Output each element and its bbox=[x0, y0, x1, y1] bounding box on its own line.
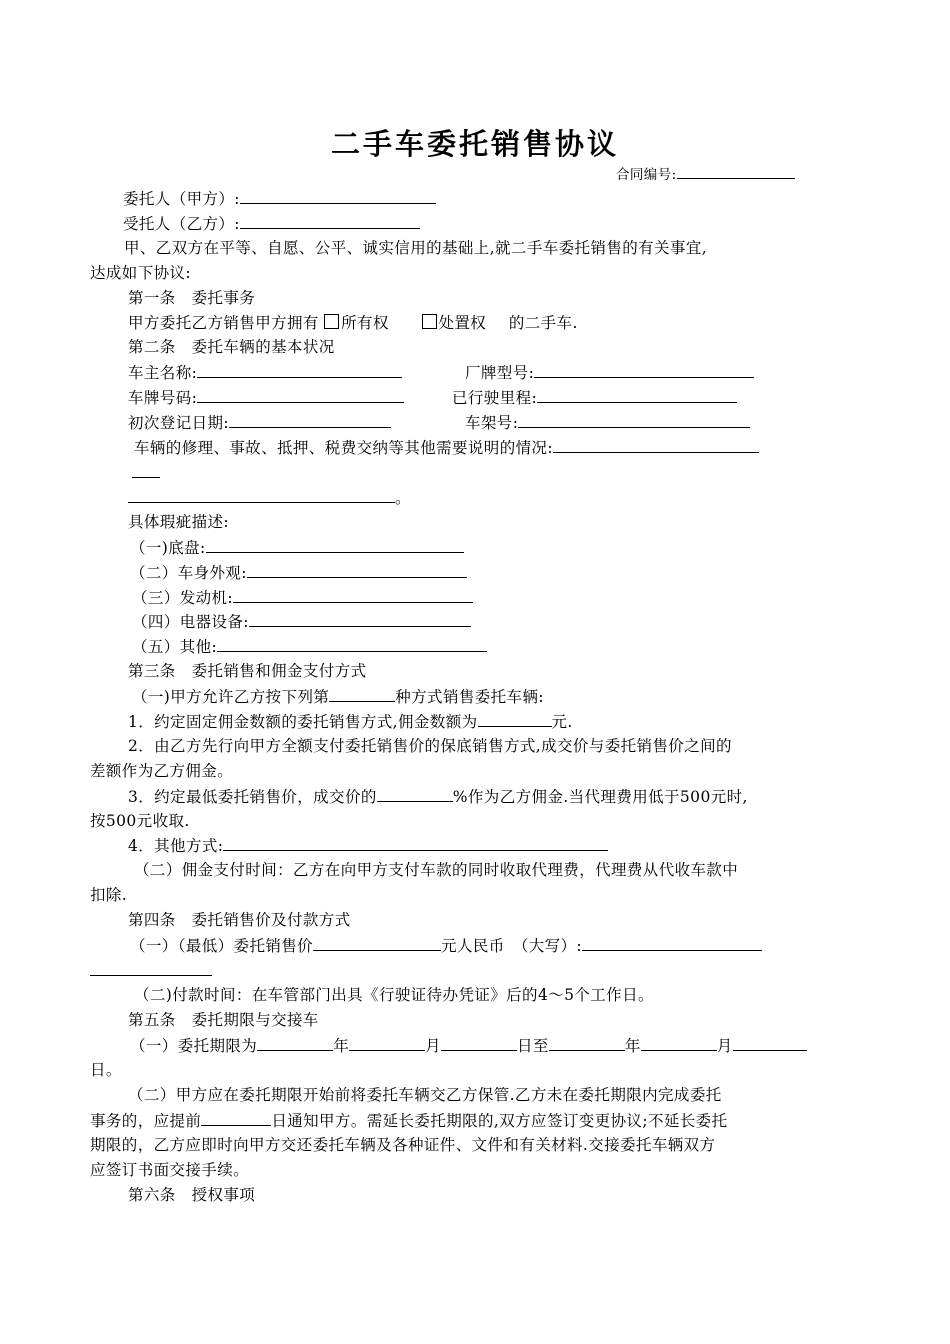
vin-blank[interactable] bbox=[518, 412, 750, 428]
defect-engine-blank[interactable] bbox=[233, 587, 473, 603]
mileage-row bbox=[452, 387, 737, 408]
other-info-row bbox=[134, 437, 759, 458]
a5-handover-pre: 事务的，应提前 bbox=[90, 1112, 202, 1130]
end-day-blank[interactable] bbox=[733, 1035, 807, 1051]
a3-method-3-line-2: 按500元收取. bbox=[90, 812, 190, 830]
intro-line-1: 甲、乙双方在平等、自愿、公平、诚实信用的基础上,就二手车委托销售的有关事宜, bbox=[124, 239, 708, 257]
defect-electrical-row bbox=[132, 611, 471, 632]
month-label-2: 月 bbox=[716, 1037, 733, 1055]
model-label: 厂牌型号: bbox=[465, 364, 535, 382]
plate-blank[interactable] bbox=[197, 387, 404, 403]
end-year-blank[interactable] bbox=[549, 1035, 625, 1051]
other-info-label: 车辆的修理、事故、抵押、税费交纳等其他需要说明的情况: bbox=[134, 439, 554, 457]
contract-number-blank[interactable] bbox=[677, 163, 795, 179]
other-info-blank-2[interactable] bbox=[132, 462, 160, 478]
a3-method-1-row bbox=[128, 711, 573, 732]
start-year-blank[interactable] bbox=[257, 1035, 333, 1051]
principal-label: 委托人（甲方）: bbox=[123, 190, 240, 208]
article-2-title: 第二条 委托车辆的基本状况 bbox=[128, 338, 335, 356]
defect-body-blank[interactable] bbox=[247, 562, 467, 578]
a4-price-row-2 bbox=[90, 960, 212, 981]
a4-price-pre: （一）（最低）委托销售价 bbox=[130, 937, 314, 955]
commission-amount-blank[interactable] bbox=[478, 711, 552, 727]
article-6-title: 第六条 授权事项 bbox=[128, 1186, 256, 1204]
a5-term-end: 日。 bbox=[90, 1061, 122, 1079]
vin-label: 车架号: bbox=[465, 414, 519, 432]
plate-label: 车牌号码: bbox=[128, 389, 198, 407]
a3-method-pre: （一)甲方允许乙方按下列第 bbox=[132, 688, 330, 706]
a3-method-1-pre: 1．约定固定佣金数额的委托销售方式,佣金数额为 bbox=[128, 713, 478, 731]
a3-method-3-pre: 3．约定最低委托销售价，成交价的 bbox=[128, 788, 377, 806]
end-month-blank[interactable] bbox=[641, 1035, 717, 1051]
register-date-blank[interactable] bbox=[229, 412, 391, 428]
defect-chassis-blank[interactable] bbox=[206, 537, 464, 553]
a3-method-3-post: %作为乙方佣金.当代理费用低于500元时, bbox=[452, 788, 748, 806]
article-1-text bbox=[128, 313, 578, 333]
notice-days-blank[interactable] bbox=[201, 1110, 271, 1126]
article-5-title: 第五条 委托期限与交接车 bbox=[128, 1011, 319, 1029]
a5-handover-post: 日通知甲方。需延长委托期限的,双方应签订变更协议;不延长委托 bbox=[271, 1112, 728, 1130]
defect-other-label: （五）其他: bbox=[132, 638, 218, 656]
ownership-label: 所有权 bbox=[341, 314, 389, 332]
a4-price-mid: 元人民币 （大写）: bbox=[441, 937, 583, 955]
commission-percent-blank[interactable] bbox=[377, 786, 453, 802]
other-info-blank-3[interactable] bbox=[128, 487, 395, 503]
article-1-pre: 甲方委托乙方销售甲方拥有 bbox=[128, 314, 319, 332]
document-title: 二手车委托销售协议 bbox=[330, 127, 619, 161]
article-1-post: 的二手车. bbox=[508, 314, 578, 332]
year-label-2: 年 bbox=[624, 1037, 641, 1055]
price-number-blank[interactable] bbox=[313, 935, 441, 951]
principal-row bbox=[123, 188, 436, 209]
agent-label: 受托人（乙方）: bbox=[123, 215, 240, 233]
price-words-blank-2[interactable] bbox=[90, 960, 212, 976]
defect-body-label: （二）车身外观: bbox=[130, 564, 247, 582]
a5-handover-line-4: 应签订书面交接手续。 bbox=[90, 1161, 250, 1179]
plate-row bbox=[128, 387, 404, 408]
article-3-title: 第三条 委托销售和佣金支付方式 bbox=[128, 662, 367, 680]
a4-price-row bbox=[130, 935, 762, 956]
a3-method-4-label: 4．其他方式: bbox=[128, 837, 224, 855]
owner-name-blank[interactable] bbox=[197, 362, 402, 378]
mileage-blank[interactable] bbox=[537, 387, 737, 403]
a5-term-row bbox=[130, 1035, 807, 1056]
owner-name-row bbox=[128, 362, 402, 383]
a3-payment-time-line-2: 扣除. bbox=[90, 886, 128, 904]
defect-engine-row bbox=[132, 587, 473, 608]
a3-method-post: 种方式销售委托车辆: bbox=[395, 688, 544, 706]
month-label: 月 bbox=[425, 1037, 442, 1055]
defect-engine-label: （三）发动机: bbox=[132, 589, 234, 607]
mileage-label: 已行驶里程: bbox=[452, 389, 538, 407]
a3-method-4-blank[interactable] bbox=[223, 835, 608, 851]
model-blank[interactable] bbox=[534, 362, 754, 378]
other-info-row-3 bbox=[128, 487, 411, 508]
agent-row bbox=[123, 213, 420, 234]
article-1-title: 第一条 委托事务 bbox=[128, 289, 256, 307]
start-month-blank[interactable] bbox=[349, 1035, 425, 1051]
a3-method-3-row bbox=[128, 786, 748, 807]
defect-chassis-label: （一)底盘: bbox=[130, 539, 206, 557]
a3-method-1-post: 元. bbox=[551, 713, 573, 731]
agent-blank[interactable] bbox=[240, 213, 420, 229]
defect-other-blank[interactable] bbox=[217, 636, 487, 652]
owner-name-label: 车主名称: bbox=[128, 364, 198, 382]
defect-chassis-row bbox=[130, 537, 464, 558]
a3-method-2-line-1: 2．由乙方先行向甲方全额支付委托销售价的保底销售方式,成交价与委托销售价之间的 bbox=[128, 737, 732, 755]
article-4-title: 第四条 委托销售价及付款方式 bbox=[128, 911, 351, 929]
period-mark: 。 bbox=[395, 489, 411, 507]
defect-body-row bbox=[130, 562, 467, 583]
year-label: 年 bbox=[333, 1037, 350, 1055]
price-words-blank[interactable] bbox=[582, 935, 762, 951]
defect-other-row bbox=[132, 636, 487, 657]
disposal-checkbox[interactable] bbox=[422, 314, 437, 329]
intro-line-2: 达成如下协议: bbox=[90, 264, 192, 282]
register-date-label: 初次登记日期: bbox=[128, 414, 230, 432]
defect-electrical-blank[interactable] bbox=[249, 611, 471, 627]
register-date-row bbox=[128, 412, 391, 433]
contract-number-label: 合同编号: bbox=[616, 167, 677, 183]
a3-method-select-row bbox=[132, 686, 544, 707]
defect-title: 具体瑕疵描述: bbox=[128, 513, 230, 531]
principal-blank[interactable] bbox=[240, 188, 436, 204]
model-row bbox=[465, 362, 754, 383]
a3-method-blank[interactable] bbox=[329, 686, 395, 702]
defect-electrical-label: （四）电器设备: bbox=[132, 613, 249, 631]
a5-term-pre: （一）委托期限为 bbox=[130, 1037, 258, 1055]
day-to-label: 日至 bbox=[517, 1037, 549, 1055]
a5-handover-line-1: （二）甲方应在委托期限开始前将委托车辆交乙方保管.乙方未在委托期限内完成委托 bbox=[128, 1086, 722, 1104]
a3-payment-time-line-1: （二）佣金支付时间：乙方在向甲方支付车款的同时收取代理费，代理费从代收车款中 bbox=[134, 861, 739, 879]
a4-payment-time: （二)付款时间：在车管部门出具《行驶证待办凭证》后的4～5个工作日。 bbox=[134, 986, 654, 1004]
other-info-row-2 bbox=[132, 462, 160, 483]
a3-method-2-line-2: 差额作为乙方佣金。 bbox=[90, 762, 234, 780]
a5-handover-line-2 bbox=[90, 1110, 727, 1131]
contract-number-row bbox=[616, 163, 795, 185]
a3-method-4-row bbox=[128, 835, 608, 856]
a5-handover-line-3: 期限的，乙方应即时向甲方交还委托车辆及各种证件、文件和有关材料.交接委托车辆双方 bbox=[90, 1136, 716, 1154]
start-day-blank[interactable] bbox=[441, 1035, 517, 1051]
disposal-label: 处置权 bbox=[438, 314, 487, 332]
vin-row bbox=[465, 412, 750, 433]
ownership-checkbox[interactable] bbox=[324, 314, 339, 329]
other-info-blank-1[interactable] bbox=[553, 437, 759, 453]
